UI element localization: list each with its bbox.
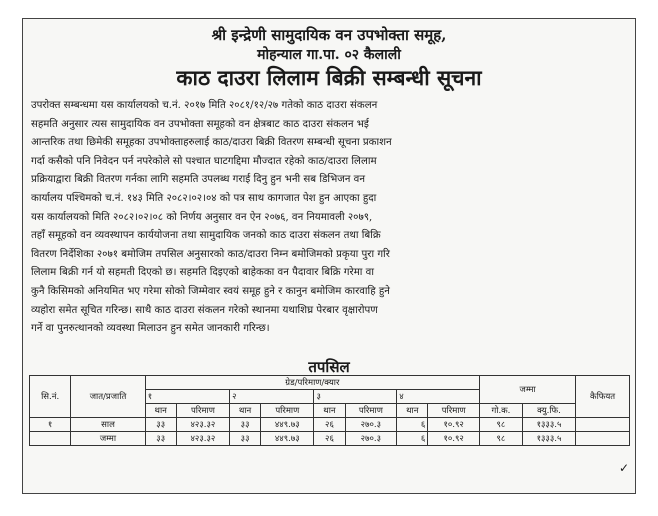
cell-value: ४४९.७३ — [261, 418, 314, 432]
fuel-header: जम्मा — [480, 376, 576, 404]
cell-value: १०.९२ — [428, 418, 480, 432]
body-line: वितरण निर्देशिका २०७१ बमोजिम तपसिल अनुसारको काठ/दाउरा निम्न बमोजिमको प्रकृया पुरा गरि — [31, 248, 390, 260]
fuel-sub-1: गो.क. — [480, 404, 523, 418]
body-line: व्यहोरा समेत सूचित गरिन्छ। साथै काठ दाउरा संकलन गरेको स्थानमा यथाशिघ्र पेरबार वृक्षारोपण — [31, 304, 378, 316]
grade-header: ग्रेड/परिमाण/क्यार — [145, 376, 479, 390]
cell-fuel-1: ९८ — [480, 418, 523, 432]
body-line: कुनै किसिमको अनियमित भए गरेमा सोको जिम्मेवार स्वयं समूह हुने र कानुन बमोजिम कारवाहि हुने — [31, 285, 390, 297]
grade-3: ३ — [314, 390, 397, 404]
sub-volume: परिमाण — [176, 404, 229, 418]
notice-body — [31, 97, 629, 339]
cell-remark — [576, 418, 630, 432]
species-header: जात/प्रजाति — [71, 376, 145, 418]
body-line: लिलाम बिक्री गर्न यो सहमती दिएको छ। सहमति दिइएको बाहेकका वन पैदावार बिक्रि गरेमा वा — [31, 267, 374, 279]
notice-document — [22, 18, 636, 494]
cell-value: २७०.३ — [345, 418, 397, 432]
sub-count: थान — [314, 404, 345, 418]
fuel-sub-2: क्यु.फि. — [522, 404, 575, 418]
sub-count: थान — [145, 404, 176, 418]
body-line: सहमति अनुसार त्यस सामुदायिक वन उपभोक्ता समूहको वन क्षेत्रबाट काठ दाउरा संकलन भई — [31, 118, 369, 130]
body-line: उपरोक्त सम्बन्धमा यस कार्यालयको च.नं. २०१७ मिति २०८१/१२/२७ गतेको काठ दाउरा संकलन — [31, 100, 378, 111]
body-line: गर्दा कसैको पनि निवेदन पर्न नपरेकोले सो पश्चात घाटगद्दिमा मौज्दात रहेको काठ/दाउरा लिलाम — [31, 155, 377, 167]
body-line: गर्ने वा पुनरुत्थानको व्यवस्था मिलाउन हुन समेत जानकारी गरिन्छ। — [31, 323, 270, 335]
cell-fuel-2: १३३३.५ — [522, 432, 575, 446]
body-line: यस कार्यालयको मिति २०८२।०२।०८ को निर्णय अनुसार वन ऐन २०७६, वन नियमावली २०७९, — [31, 211, 373, 223]
body-line: प्रक्रियाद्वारा बिक्री वितरण गर्नका लागि सहमति उपलब्ध गराई दिनु हुन भनी सब डिभिजन वन — [31, 174, 365, 186]
table-header-row — [30, 376, 630, 390]
cell-species: जम्मा — [71, 432, 145, 446]
cell-remark — [576, 432, 630, 446]
cell-value: २६ — [314, 418, 345, 432]
details-table — [29, 375, 630, 446]
cell-value: ३३ — [145, 432, 176, 446]
cell-value: ३३ — [145, 418, 176, 432]
cell-sn: १ — [30, 418, 71, 432]
sub-volume: परिमाण — [261, 404, 314, 418]
body-line: तहाँ समूहको वन व्यवस्थापन कार्ययोजना तथा सामुदायिक जनको काठ दाउरा संकलन तथा बिक्रि — [31, 230, 381, 242]
notice-title: काठ दाउरा लिलाम बिक्री सम्बन्धी सूचना — [176, 65, 482, 90]
cell-fuel-1: ९८ — [480, 432, 523, 446]
cell-value: ६ — [397, 432, 428, 446]
grade-4: ४ — [397, 390, 480, 404]
organization-location: मोहन्याल गा.पा. ०२ कैलाली — [257, 47, 401, 63]
table-title: तपसिल — [308, 358, 350, 376]
cell-value: ६ — [397, 418, 428, 432]
cell-value: ३३ — [230, 418, 261, 432]
cell-species: साल — [71, 418, 145, 432]
cell-value: ३३ — [230, 432, 261, 446]
cell-value: १०.९२ — [428, 432, 480, 446]
organization-name: श्री इन्द्रेणी सामुदायिक वन उपभोक्ता समूह, — [211, 26, 447, 44]
sn-header: सि.नं. — [30, 376, 71, 418]
grade-1: १ — [145, 390, 229, 404]
cell-value: २६ — [314, 432, 345, 446]
cell-value: ४२३.३२ — [176, 432, 229, 446]
sub-count: थान — [397, 404, 428, 418]
sub-volume: परिमाण — [428, 404, 480, 418]
sub-count: थान — [230, 404, 261, 418]
table-row — [30, 432, 630, 446]
cell-sn — [30, 432, 71, 446]
cell-value: २७०.३ — [345, 432, 397, 446]
sub-volume: परिमाण — [345, 404, 397, 418]
cell-value: ४४९.७३ — [261, 432, 314, 446]
grade-2: २ — [230, 390, 314, 404]
remarks-header: कैफियत — [576, 376, 630, 418]
cell-value: ४२३.३२ — [176, 418, 229, 432]
body-line: कार्यालय पश्चिमको च.नं. १४३ मिति २०८२।०२।०४ को पत्र साथ कागजात पेश हुन आएका हुदा — [31, 192, 377, 204]
table-row — [30, 418, 630, 432]
body-line: आन्तरिक तथा छिमेकी समूहका उपभोक्ताहरुलाई काठ/दाउरा बिक्री वितरण सम्बन्धी सूचना प्रकाशन — [31, 137, 392, 149]
check-mark-icon: ✓ — [618, 461, 629, 475]
cell-fuel-2: १३३३.५ — [522, 418, 575, 432]
